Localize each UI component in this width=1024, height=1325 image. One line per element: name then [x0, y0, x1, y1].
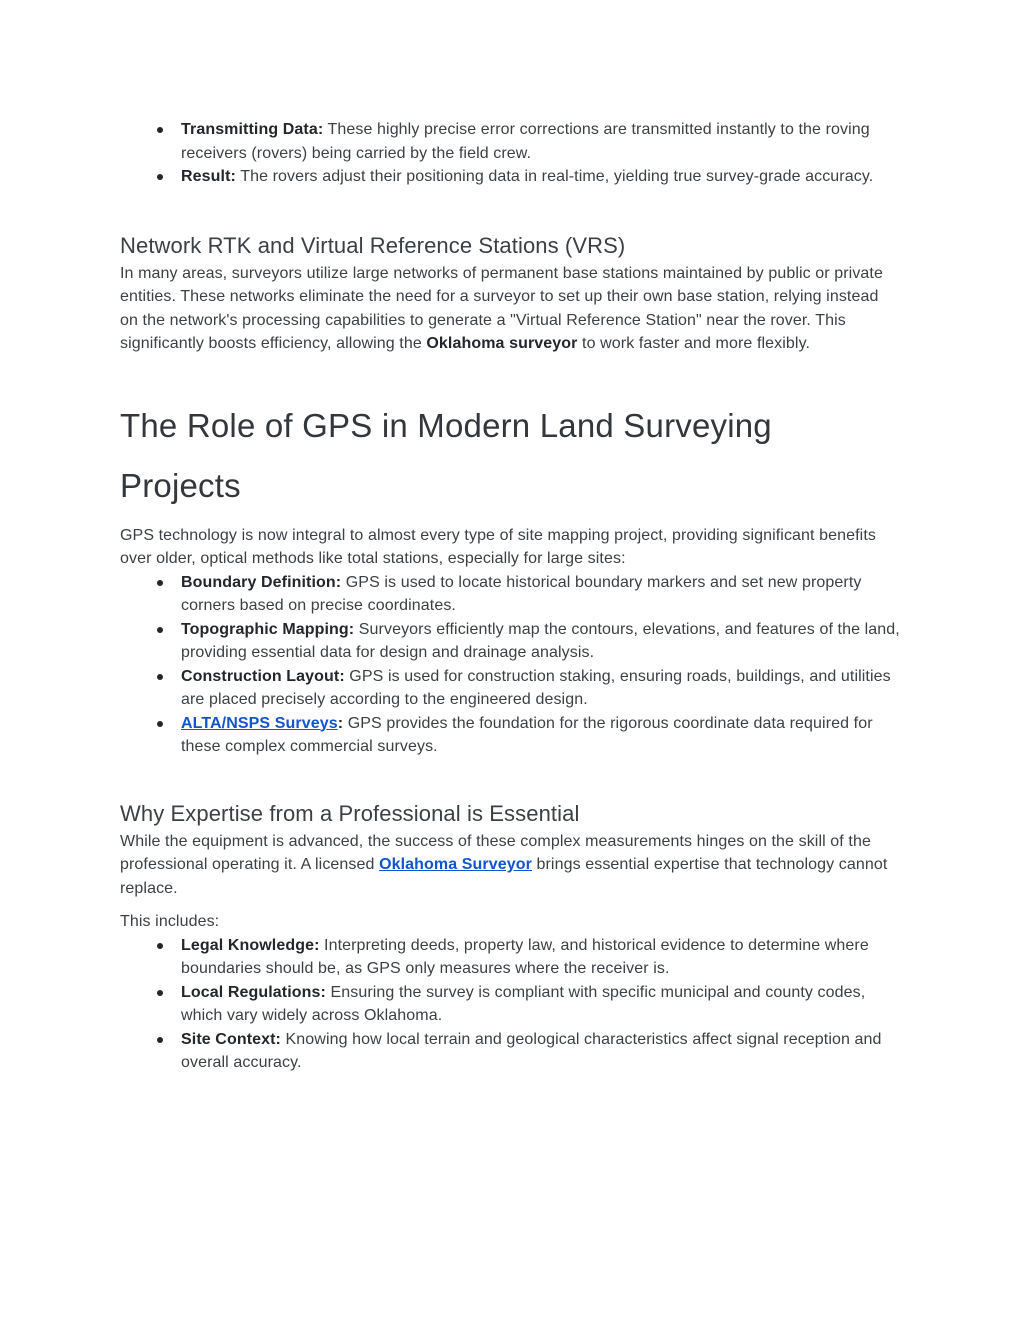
expertise-bullet-list — [120, 934, 900, 1075]
includes-label: This includes: — [120, 913, 220, 930]
bullet-lead: Boundary Definition: — [181, 573, 342, 591]
list-item — [120, 571, 900, 618]
bullet-text: Surveyors efficiently map the contours, elevations, and features of the land, providing essential data for design and drainage analysis. — [181, 620, 900, 661]
bullet-lead: Result: — [181, 168, 236, 185]
list-item — [120, 165, 900, 189]
network-rtk-heading: Network RTK and Virtual Reference Stations (VRS) — [120, 232, 626, 258]
why-expertise-heading: Why Expertise from a Professional is Essential — [120, 800, 580, 826]
paragraph-text: brings essential expertise that technology cannot replace. — [120, 856, 888, 897]
list-item — [120, 665, 900, 712]
bullet-text: GPS is used to locate historical boundary markers and set new property corners based on precise coordinates. — [181, 573, 862, 614]
list-item — [120, 981, 900, 1028]
bullet-text: GPS is used for construction staking, ensuring roads, buildings, and utilities are placed precisely according to the engineered design. — [181, 667, 891, 708]
bullet-lead: Site Context: — [181, 1030, 281, 1048]
bullet-lead: Transmitting Data: — [181, 121, 324, 138]
list-item — [120, 1028, 900, 1075]
list-item — [120, 618, 900, 665]
bullet-text: Knowing how local terrain and geological characteristics affect signal reception and overall accuracy. — [181, 1030, 882, 1071]
alta-nsps-surveys-link[interactable]: ALTA/NSPS Surveys — [181, 714, 338, 732]
list-item — [120, 934, 900, 981]
gps-role-bullet-list — [120, 571, 900, 759]
bullet-text: Interpreting deeds, property law, and historical evidence to determine where boundaries should be, as GPS only measures where the receiver is. — [181, 936, 869, 977]
bullet-lead: Topographic Mapping: — [181, 620, 355, 638]
bullet-text: GPS provides the foundation for the rigorous coordinate data required for these complex commercial surveys. — [181, 714, 873, 755]
bullet-text: The rovers adjust their positioning data in real-time, yielding true survey-grade accuracy. — [235, 168, 874, 185]
network-rtk-paragraph — [120, 262, 900, 356]
list-item — [120, 118, 900, 165]
bold-inline-text: Oklahoma surveyor — [426, 335, 578, 352]
bullet-lead-colon: : — [337, 714, 344, 732]
paragraph-text: In many areas, surveyors utilize large networks of permanent base stations maintained by public or private entities. These networks eliminate the need for a surveyor to set up their own base station, relying instead on the network's processing capabilities to generate a "Virtual Reference Station" near the rover. This significantly boosts efficiency, allowing the — [120, 264, 883, 352]
paragraph-text: While the equipment is advanced, the success of these complex measurements hinges on the skill of the professional operating it. A licensed — [120, 832, 871, 873]
list-item — [120, 712, 900, 759]
page-title: The Role of GPS in Modern Land Surveying Projects — [120, 406, 772, 504]
bullet-lead: Local Regulations: — [181, 983, 326, 1001]
expertise-paragraph — [120, 830, 900, 901]
bullet-text: These highly precise error corrections are transmitted instantly to the roving receivers (rovers) being carried by the field crew. — [181, 121, 870, 162]
oklahoma-surveyor-link[interactable]: Oklahoma Surveyor — [379, 856, 532, 873]
rtk-bullet-list — [120, 118, 900, 189]
role-intro-paragraph: GPS technology is now integral to almost every type of site mapping project, providing significant benefits over older, optical methods like total stations, especially for large sites: — [120, 526, 876, 567]
bullet-text: Ensuring the survey is compliant with specific municipal and county codes, which vary widely across Oklahoma. — [181, 983, 866, 1024]
bullet-lead: Legal Knowledge: — [181, 936, 320, 954]
bullet-lead: Construction Layout: — [181, 667, 345, 685]
paragraph-text: to work faster and more flexibly. — [577, 335, 811, 352]
